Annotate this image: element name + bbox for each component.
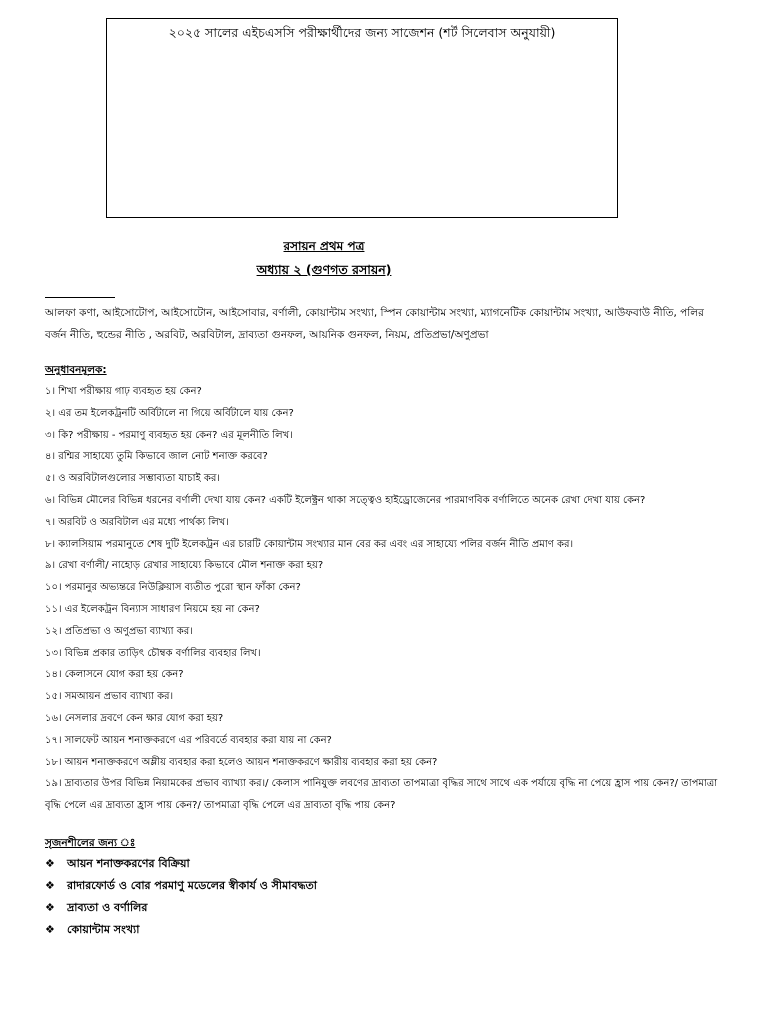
question-item: ২। এর তম ইলেকট্রনটি অর্বিটালে না গিয়ে অর্বিটালে যায় কেন?	[45, 407, 294, 419]
subject-title: রসায়ন প্রথম পত্র	[283, 239, 365, 253]
question-item: ৫। ও অরবিটালগুলোর সম্ভাব্যতা যাচাই কর।	[45, 473, 220, 485]
question-item: ১৮। আয়ন শনাক্তকরণে অম্লীয় ব্যবহার করা হলেও আয়ন শনাক্তকরণে ক্ষারীয় ব্যবহার করা হয় কেন?	[45, 756, 438, 768]
question-item: ১৭। সালফেট আয়ন শনাক্তকরণে এর পরিবর্তে ব্যবহার করা যায় না কেন?	[45, 734, 332, 746]
question-list	[45, 381, 730, 817]
diamond-bullet-icon: ❖	[45, 901, 55, 914]
question-item: ৯। রেখা বর্ণালী/ নাহোড় রেখার সাহায্যে কিভাবে মৌল শনাক্ত করা হয়?	[45, 560, 324, 572]
question-item: ১। শিখা পরীক্ষায় গাঢ় ব্যবহৃত হয় কেন?	[45, 386, 202, 397]
chapter-title: অধ্যায় ২ (গুণগত রসায়ন)	[256, 262, 392, 277]
question-item: ৬। বিভিন্ন মৌলের বিভিন্ন ধরনের বর্ণালী দেখা যায় কেন? একটি ইলেক্ট্রন থাকা সত্ত্বেও হাইড্রোজেনের পারমাণবিক বর্ণালিতে অনেক রেখা দেখা যায় কেন?	[45, 494, 646, 506]
keywords-rule	[45, 297, 115, 298]
question-item: ১৫। সমআয়ন প্রভাব ব্যাখ্যা কর।	[45, 691, 174, 703]
diamond-bullet-icon: ❖	[45, 879, 55, 892]
creative-topic-list	[45, 853, 685, 941]
diamond-bullet-icon: ❖	[45, 923, 55, 936]
question-item: ৪। রশ্মির সাহায্যে তুমি কিভাবে জাল নোট শনাক্ত করবে?	[45, 451, 268, 463]
question-item: ১২। প্রতিপ্রভা ও অণুপ্রভা ব্যাখ্যা কর।	[45, 625, 193, 637]
topic-item	[45, 875, 685, 897]
header-title: ২০২৫ সালের এইচএসসি পরীক্ষার্থীদের জন্য সাজেশন (শর্ট সিলেবাস অনুযায়ী)	[168, 25, 556, 40]
question-item: ১৪। কেলাসনে যোগ করা হয় কেন?	[45, 669, 184, 681]
creative-heading: সৃজনশীলের জন্য ঃ	[45, 837, 136, 849]
question-item: ৩। কি? পরীক্ষায় - পরমাণু ব্যবহৃত হয় কেন? এর মূলনীতি লিখ।	[45, 429, 293, 441]
topic-item	[45, 853, 685, 875]
topic-label: আয়ন শনাক্তকরণের বিক্রিয়া	[67, 857, 190, 870]
question-item: ১১। এর ইলেকট্রন বিন্যাস সাধারণ নিয়মে হয় না কেন?	[45, 603, 260, 615]
topic-label: দ্রাব্যতা ও বর্ণালির	[67, 901, 148, 914]
question-item: ১৩। বিভিন্ন প্রকার তাড়িৎ চৌম্বক বর্ণালির ব্যবহার লিখ।	[45, 647, 261, 659]
topic-label: কোয়ান্টাম সংখ্যা	[67, 923, 140, 936]
header-box	[106, 18, 618, 218]
question-item: ৭। অরবিট ও অরবিটাল এর মধ্যে পার্থক্য লিখ।	[45, 516, 229, 528]
keywords-paragraph: আলফা কণা, আইসোটোপ, আইসোটোন, আইসোবার, বর্ণালী, কোয়ান্টাম সংখ্যা, স্পিন কোয়ান্টাম সংখ্যা, ম্যাগনেটিক কোয়ান্টাম সংখ্যা, আউফবাউ নীতি, পলির বর্জন নীতি, হুন্ডের নীতি , অরবিট, অরবিটাল, দ্রাব্যতা গুনফল, আয়নিক গুনফল, নিয়ম, প্রতিপ্রভা/অণুপ্রভা	[45, 307, 704, 341]
diamond-bullet-icon: ❖	[45, 857, 55, 870]
question-item: ১৯। দ্রাব্যতার উপর বিভিন্ন নিয়ামকের প্রভাব ব্যাখ্যা কর।/ কেলাস পানিযুক্ত লবণের দ্রাব্যতা তাপমাত্রা বৃদ্ধির সাথে সাথে এক পর্যায়ে বৃদ্ধি না পেয়ে হ্রাস পায় কেন?/ তাপমাত্রা বৃদ্ধি পেলে এর দ্রাব্যতা হ্রাস পায় কেন?/ তাপমাত্রা বৃদ্ধি পেলে এর দ্রাব্যতা বৃদ্ধি পায় কেন?	[45, 778, 718, 812]
comprehension-heading: অনুধাবনমূলক:	[45, 364, 107, 376]
topic-label: রাদারফোর্ড ও বোর পরমাণু মডেলের স্বীকার্য ও সীমাবদ্ধতা	[67, 879, 317, 892]
topic-item	[45, 919, 685, 941]
question-item: ১০। পরমানুর অভ্যন্তরে নিউক্লিয়াস ব্যতীত পুরো স্থান ফাঁকা কেন?	[45, 582, 301, 594]
topic-item	[45, 897, 685, 919]
question-item: ৮। ক্যালসিয়াম পরমানুতে শেষ দুটি ইলেকট্রন এর চারটি কোয়ান্টাম সংখ্যার মান বের কর এবং এর সাহায্যে পলির বর্জন নীতি প্রমাণ কর।	[45, 538, 574, 550]
question-item: ১৬। নেসলার দ্রবণে কেন ক্ষার যোগ করা হয়?	[45, 712, 224, 724]
